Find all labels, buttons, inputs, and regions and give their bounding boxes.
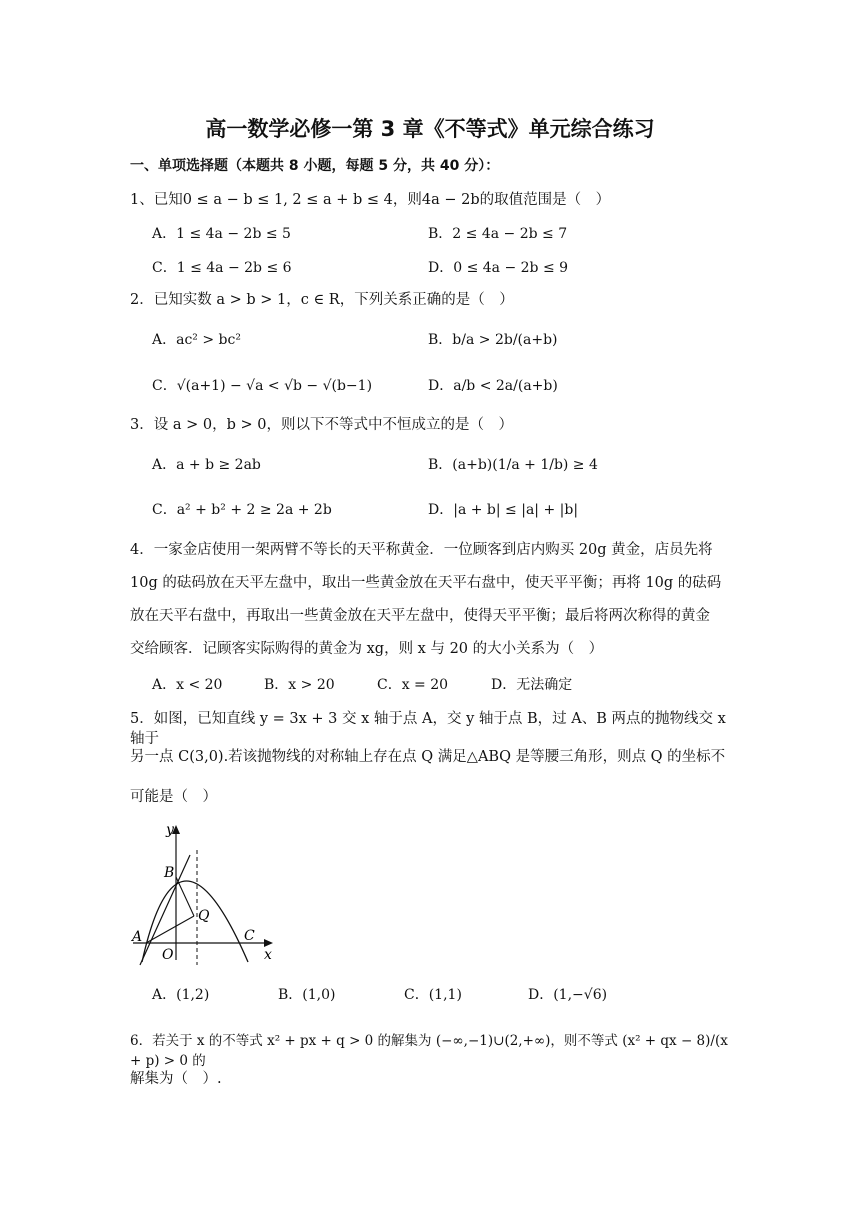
- question-4-line-4: 交给顾客．记顾客实际购得的黄金为 xg，则 x 与 20 的大小关系为（ ）: [130, 641, 604, 657]
- q3-option-a: A．a + b ≥ 2ab: [152, 457, 261, 473]
- parabola-figure: [128, 820, 288, 970]
- q1-option-a: A．1 ≤ 4a − 2b ≤ 5: [152, 226, 291, 242]
- question-4-line-2: 10g 的砝码放在天平左盘中，取出一些黄金放在天平右盘中，使天平平衡；再将 10g 的砝码: [130, 575, 722, 591]
- question-4-line-1: 4．一家金店使用一架两臂不等长的天平称黄金．一位顾客到店内购买 20g 黄金，店员先将: [130, 542, 713, 558]
- q4-option-c: C．x = 20: [377, 677, 449, 693]
- label-q: Q: [198, 908, 210, 924]
- q5-option-a: A．(1,2): [152, 987, 210, 1003]
- q1-option-b: B．2 ≤ 4a − 2b ≤ 7: [428, 226, 568, 242]
- x-axis-arrow: [264, 939, 273, 947]
- label-b: B: [164, 865, 175, 881]
- page-title: 高一数学必修一第 3 章《不等式》单元综合练习: [205, 117, 655, 141]
- label-c: C: [244, 928, 255, 944]
- q2-option-b: B．b/a > 2b/(a+b): [428, 332, 558, 348]
- label-x: x: [264, 947, 272, 963]
- q2-option-d: D．a/b < 2a/(a+b): [428, 378, 558, 394]
- q1-option-d: D．0 ≤ 4a − 2b ≤ 9: [428, 260, 569, 276]
- question-5-line-2: 另一点 C(3,0).若该抛物线的对称轴上存在点 Q 满足△ABQ 是等腰三角形，则点 Q 的坐标不: [130, 749, 726, 765]
- question-5-line-3: 可能是（ ）: [130, 789, 217, 805]
- q3-option-b: B．(a+b)(1/a + 1/b) ≥ 4: [428, 457, 598, 473]
- q4-option-a: A．x < 20: [152, 677, 223, 693]
- q4-option-b: B．x > 20: [264, 677, 335, 693]
- q2-option-c: C．√(a+1) − √a < √b − √(b−1): [152, 378, 373, 394]
- label-y: y: [166, 822, 174, 838]
- segment-bq: [176, 877, 194, 916]
- label-o: O: [162, 947, 174, 963]
- q3-option-d: D．|a + b| ≤ |a| + |b|: [428, 502, 579, 518]
- question-3-stem: 3．设 a > 0，b > 0，则以下不等式中不恒成立的是（ ）: [130, 417, 513, 433]
- question-1-stem: 1、已知0 ≤ a − b ≤ 1, 2 ≤ a + b ≤ 4，则4a − 2b的取值范围是（ ）: [130, 192, 611, 208]
- q5-option-b: B．(1,0): [278, 987, 336, 1003]
- question-4-line-3: 放在天平右盘中，再取出一些黄金放在天平左盘中，使得天平平衡；最后将两次称得的黄金: [130, 608, 710, 624]
- question-2-stem: 2．已知实数 a > b > 1，c ∈ R，下列关系正确的是（ ）: [130, 292, 514, 308]
- parabola: [142, 881, 248, 962]
- q3-option-c: C．a² + b² + 2 ≥ 2a + 2b: [152, 502, 332, 518]
- label-a: A: [132, 929, 143, 945]
- q5-option-d: D．(1,−√6): [528, 987, 608, 1003]
- question-5-line-1: 5．如图，已知直线 y = 3x + 3 交 x 轴于点 A，交 y 轴于点 B，过 A、B 两点的抛物线交 x 轴于: [130, 711, 726, 747]
- section-heading: 一、单项选择题（本题共 8 小题，每题 5 分，共 40 分）：: [130, 158, 500, 174]
- question-6-line-2: 解集为（ ）.: [130, 1071, 222, 1087]
- q2-option-a: A．ac² > bc²: [152, 332, 241, 348]
- q4-option-d: D．无法确定: [491, 677, 573, 693]
- question-6-line-1: 6．若关于 x 的不等式 x² + px + q > 0 的解集为 (−∞,−1)∪(2,+∞)，则不等式 (x² + qx − 8)/(x + p) > 0 的: [130, 1033, 728, 1069]
- q1-option-c: C．1 ≤ 4a − 2b ≤ 6: [152, 260, 292, 276]
- q5-option-c: C．(1,1): [404, 987, 462, 1003]
